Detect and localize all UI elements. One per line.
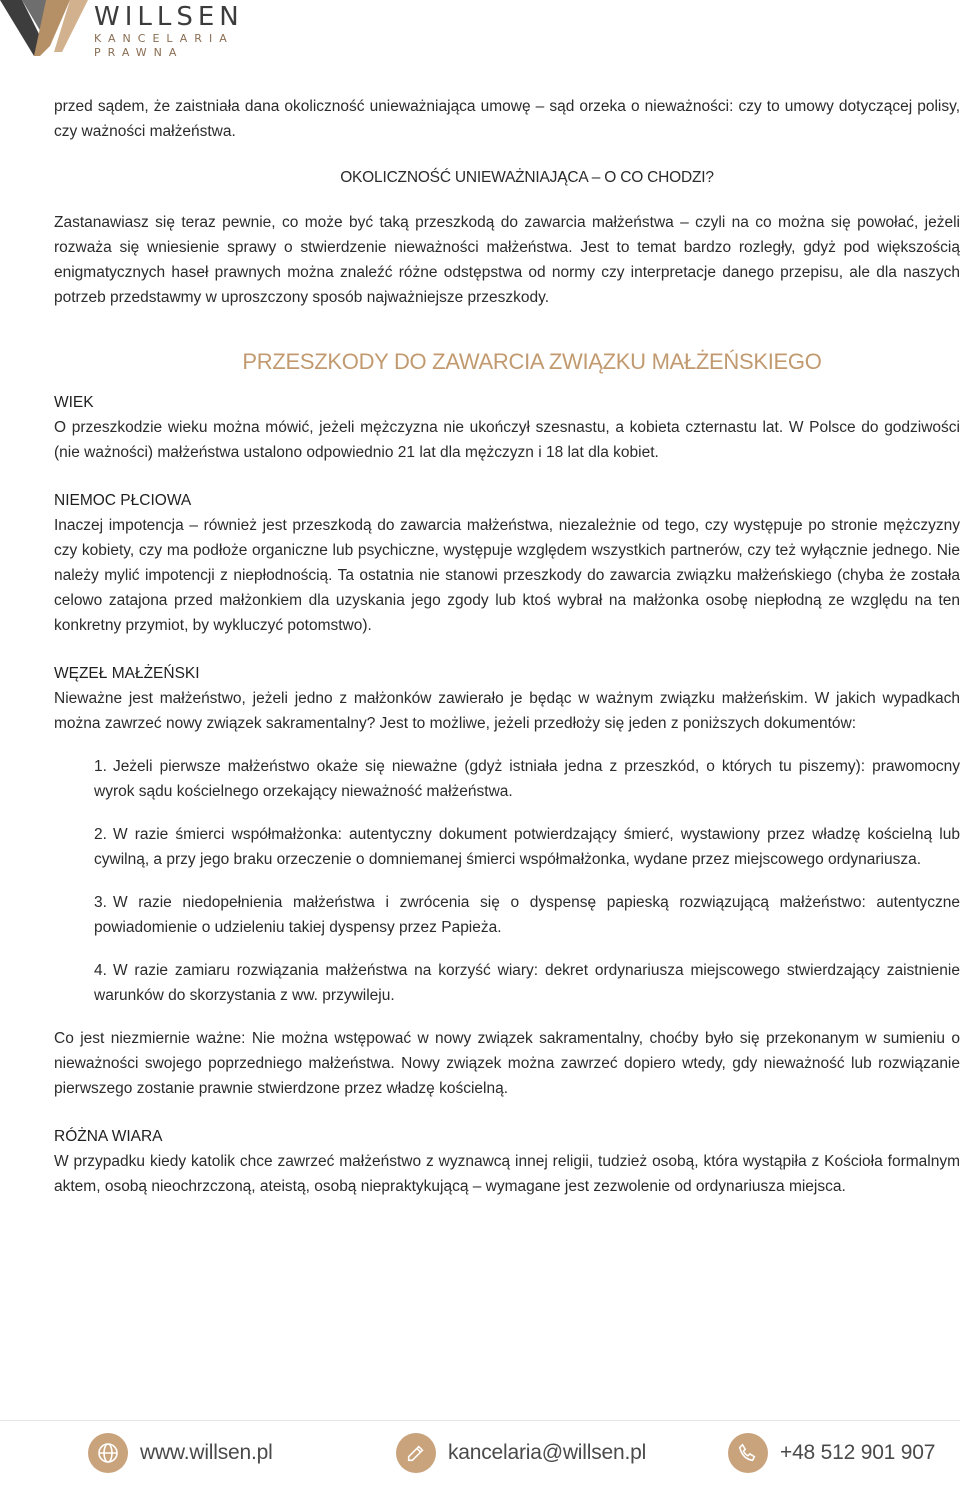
logo-mark-icon (0, 0, 92, 56)
logo-line2: PRAWNA (94, 46, 184, 59)
footer-website[interactable] (88, 1433, 273, 1473)
website-link[interactable]: www.willsen.pl (140, 1441, 273, 1464)
bond-heading: WĘZEŁ MAŁŻEŃSKI (54, 665, 200, 682)
logo-line1: KANCELARIA (94, 32, 234, 45)
logo-name: WILLSEN (94, 2, 244, 32)
circumstance-paragraph: Zastanawiasz się teraz pewnie, co może być taką przeszkodą do zawarcia małżeństwa – czyli na co można się powołać, jeżeli rozważa się wniesienie sprawy o stwierdzenie nieważności małżeństwa. Jest to temat bardzo rozległy, gdyż pod większością enigmatycznych haseł prawnych można znaleźć różne odstępstwa od normy czy interpretacje danego przepisu, ale dla naszych potrzeb przedstawmy w uproszczony sposób najważniejsze przeszkody. (54, 214, 960, 306)
mail-icon (396, 1433, 436, 1473)
age-heading: WIEK (54, 394, 94, 411)
faith-text: W przypadku kiedy katolik chce zawrzeć małżeństwo z wyznawcą innej religii, tudzież osobą, która wystąpiła z Kościoła formalnym aktem, osobą nieochrzczoną, ateistą, osobą niepraktykującą – wymagane jest zezwolenie od ordynariusza miejsca. (54, 1153, 960, 1195)
bond-text: Nieważne jest małżeństwo, jeżeli jedno z małżonków zawierało je będąc w ważnym związku małżeńskim. W jakich wypadkach można zawrzeć nowy związek sakramentalny? Jest to możliwe, jeżeli przedłoży się jeden z poniższych dokumentów: (54, 690, 960, 732)
faith-heading: RÓŻNA WIARA (54, 1128, 163, 1145)
footer-email[interactable] (396, 1433, 646, 1473)
list-item: 2. W razie śmierci współmałżonka: autentyczny dokument potwierdzający śmierć, wystawiony przez władzę kościelną lub cywilną, a przy jego braku orzeczenie o domniemanej śmierci współmałżonka, wydane przez miejscowego ordynariusza. (94, 826, 960, 868)
circumstance-heading: OKOLICZNOŚĆ UNIEWAŻNIAJĄCA – O CO CHODZI? (340, 169, 714, 186)
main-heading: PRZESZKODY DO ZAWARCIA ZWIĄZKU MAŁŻEŃSKIEGO (242, 349, 822, 374)
list-item: 1. Jeżeli pierwsze małżeństwo okaże się nieważne (gdyż istniała jedna z przeszkód, o których tu piszemy): prawomocny wyrok sądu kościelnego orzekający nieważność małżeństwa. (94, 758, 960, 800)
list-item: 4. W razie zamiaru rozwiązania małżeństwa na korzyść wiary: dekret ordynariusza miejscowego stwierdzający zaistnienie warunków do skorzystania z ww. przywileju. (94, 962, 960, 1004)
phone-number[interactable]: +48 512 901 907 (780, 1441, 936, 1464)
bond-note: Co jest niezmiernie ważne: Nie można wstępować w nowy związek sakramentalny, choćby było się przekonanym w sumieniu o nieważności swojego poprzedniego małżeństwa. Nowy związek można zawrzeć dopiero wtedy, gdy nieważność lub rozwiązanie pierwszego zostanie prawnie stwierdzone przez władzę kościelną. (54, 1030, 960, 1097)
email-link[interactable]: kancelaria@willsen.pl (448, 1441, 647, 1464)
footer-phone[interactable] (728, 1433, 935, 1473)
document-body (54, 94, 960, 1199)
logo (0, 0, 260, 60)
age-text: O przeszkodzie wieku można mówić, jeżeli mężczyzna nie ukończył szesnastu, a kobieta czternastu lat. W Polsce do godziwości (nie ważności) małżeństwa ustalono odpowiednio 21 lat dla mężczyzn i 18 lat dla kobiet. (54, 419, 960, 461)
footer (0, 1420, 960, 1487)
list-item: 3. W razie niedopełnienia małżeństwa i zwrócenia się o dyspensę papieską rozwiązującą małżeństwo: autentyczne powiadomienie o udzieleniu takiej dyspensy przez Papieża. (94, 894, 960, 936)
documents-list (54, 754, 960, 1008)
globe-icon (88, 1433, 128, 1473)
phone-icon (728, 1433, 768, 1473)
intro-paragraph: przed sądem, że zaistniała dana okoliczność unieważniająca umowę – sąd orzeka o nieważności: czy to umowy dotyczącej polisy, czy ważności małżeństwa. (54, 98, 960, 140)
impotence-text: Inaczej impotencja – również jest przeszkodą do zawarcia małżeństwa, niezależnie od tego, czy występuje po stronie mężczyzny czy kobiety, czy ma podłoże organiczne lub psychiczne, występuje względem wszystkich partnerów, czy też wyłącznie jednego. Nie należy mylić impotencji z niepłodnością. Ta ostatnia nie stanowi przeszkody do zawarcia związku małżeńskiego (chyba że została celowo zatajona przed małżonkiem dla uzyskania jego zgody lub ktoś wybrał na małżonka osobę niepłodną ze względu na ten konkretny przymiot, by wykluczyć potomstwo). (54, 517, 960, 634)
impotence-heading: NIEMOC PŁCIOWA (54, 492, 192, 509)
